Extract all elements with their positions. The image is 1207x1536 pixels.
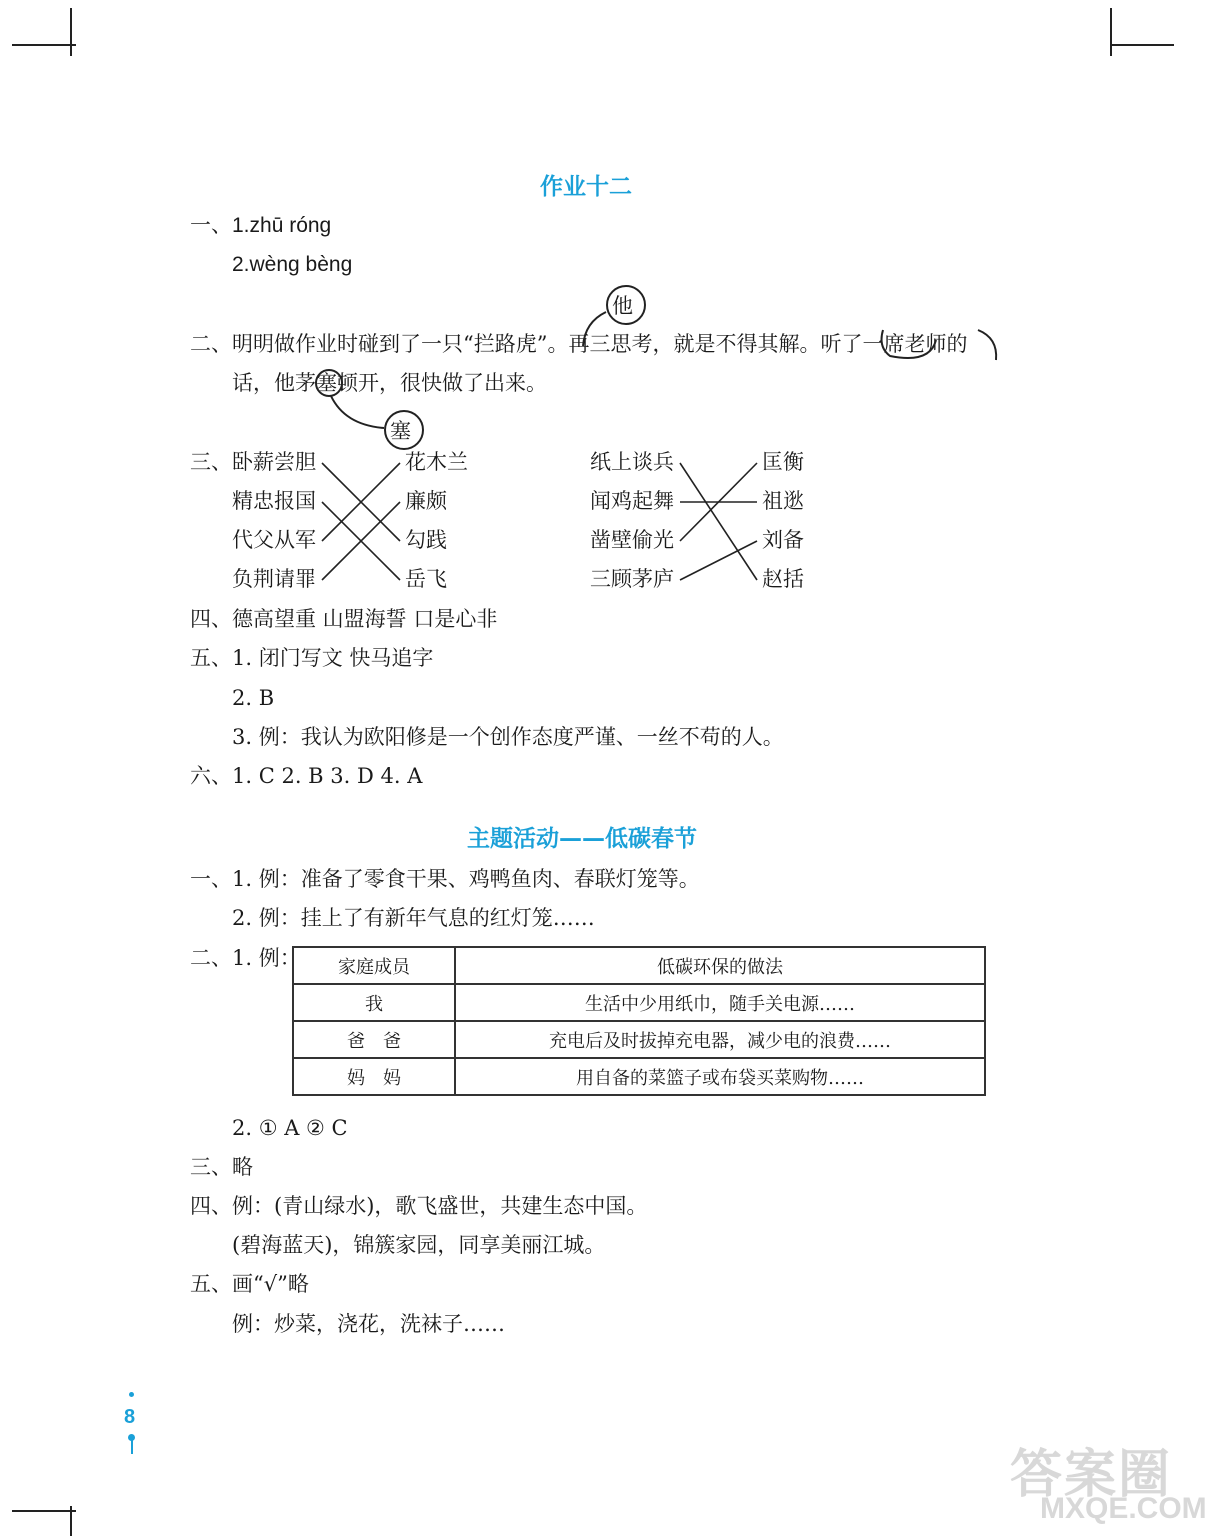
- correction-text-top: 他: [612, 294, 633, 318]
- table-header-member: 家庭成员: [293, 947, 455, 984]
- table-cell-practice: 用自备的菜篮子或布袋买菜购物……: [455, 1058, 985, 1095]
- table-cell-member: 我: [293, 984, 455, 1021]
- page-number-stem: [131, 1440, 133, 1454]
- table-row: [293, 1058, 985, 1095]
- page-number: 8: [124, 1406, 136, 1428]
- q5-line-3: 3. 例：我认为欧阳修是一个创作态度严谨、一丝不苟的人。: [232, 725, 784, 749]
- q2-line-2: 话，他茅塞顿开，很快做了出来。: [232, 371, 547, 395]
- q5-line-2: 2. B: [232, 686, 275, 710]
- q3-right-item-3: 凿壁偷光: [590, 528, 674, 552]
- q4-answer: 四、德高望重 山盟海誓 口是心非: [190, 607, 498, 631]
- table-cell-member: 妈 妈: [293, 1058, 455, 1095]
- q5-line-1: 五、1. 闭门写文 快马追字: [190, 646, 434, 670]
- q6-answer: 六、1. C 2. B 3. D 4. A: [190, 764, 423, 788]
- s2-q4-line-1: 四、例：(青山绿水)，歌飞盛世，共建生态中国。: [190, 1194, 648, 1218]
- s2-q5-line-1: 五、画“√”略: [190, 1272, 309, 1296]
- q3-right-match-1: 匡衡: [762, 450, 804, 474]
- low-carbon-table: [292, 946, 986, 1096]
- table-cell-member: 爸 爸: [293, 1021, 455, 1058]
- q3-right-item-4: 三顾茅庐: [590, 567, 674, 591]
- q3-left-item-3: 代父从军: [232, 528, 316, 552]
- q3-left-match-2: 廉颇: [405, 489, 447, 513]
- correction-text-bottom: 塞: [390, 419, 411, 443]
- table-header-practice: 低碳环保的做法: [455, 947, 985, 984]
- table-cell-practice: 生活中少用纸巾，随手关电源……: [455, 984, 985, 1021]
- section-title-homework-12: 作业十二: [540, 174, 632, 200]
- table-cell-practice: 充电后及时拔掉充电器，减少电的浪费……: [455, 1021, 985, 1058]
- watermark-url: MXQE.COM: [1040, 1492, 1207, 1525]
- crop-mark-bottom-left-v: [70, 1506, 72, 1536]
- q2-line-1: 二、明明做作业时碰到了一只“拦路虎”。再三思考，就是不得其解。听了一席老师的: [190, 332, 968, 356]
- table-row: [293, 1021, 985, 1058]
- watermark-logo: 答案圈: [1010, 1446, 1173, 1504]
- q3-right-match-3: 刘备: [762, 528, 804, 552]
- crop-mark-bottom-left: [12, 1510, 76, 1512]
- s2-q3: 三、略: [190, 1155, 253, 1179]
- s2-q1-line-1: 一、1. 例：准备了零食干果、鸡鸭鱼肉、春联灯笼等。: [190, 867, 700, 891]
- q3-left-match-1: 花木兰: [405, 450, 468, 474]
- q1-line-2: 2.wèng bèng: [232, 253, 353, 276]
- q3-left-match-3: 勾践: [405, 528, 447, 552]
- q3-label: 三、: [190, 450, 232, 474]
- matching-lines: [0, 0, 1187, 600]
- q3-right-item-1: 纸上谈兵: [590, 450, 674, 474]
- table-header-row: [293, 947, 985, 984]
- s2-q4-line-2: (碧海蓝天)，锦簇家园，同享美丽江城。: [232, 1233, 606, 1257]
- table-row: [293, 984, 985, 1021]
- q1-line-1: 一、1.zhū róng: [190, 214, 332, 237]
- q3-right-match-4: 赵括: [762, 567, 804, 591]
- s2-q2-label: 二、1. 例：: [190, 946, 301, 970]
- s2-q5-line-2: 例：炒菜，浇花，洗袜子……: [232, 1312, 505, 1336]
- s2-q2-line-2: 2. ① A ② C: [232, 1116, 348, 1140]
- q3-right-match-2: 祖逖: [762, 489, 804, 513]
- q3-right-item-2: 闻鸡起舞: [590, 489, 674, 513]
- q3-left-item-1: 卧薪尝胆: [232, 450, 316, 474]
- s2-q1-line-2: 2. 例：挂上了有新年气息的红灯笼……: [232, 906, 595, 930]
- q3-left-item-4: 负荆请罪: [232, 567, 316, 591]
- page-number-dot-top: [129, 1392, 134, 1397]
- section-title-low-carbon-festival: 主题活动——低碳春节: [467, 826, 697, 852]
- q3-left-item-2: 精忠报国: [232, 489, 316, 513]
- q3-left-match-4: 岳飞: [405, 567, 447, 591]
